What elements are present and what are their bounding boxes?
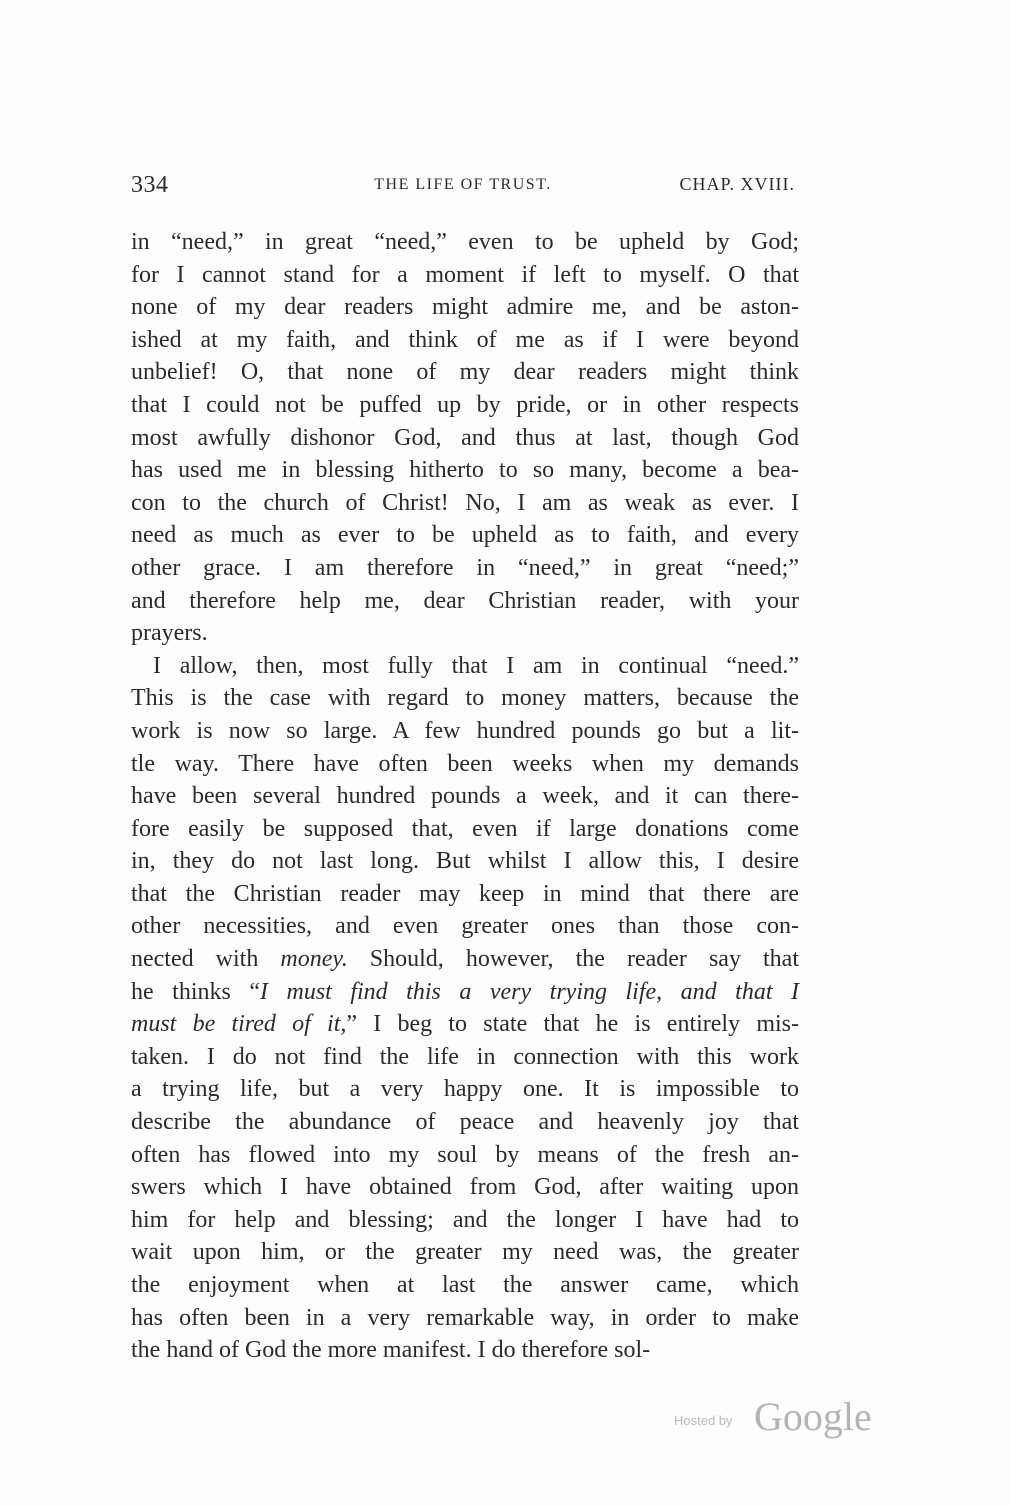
- text-line: work is now so large. A few hundred pounds go but a lit-: [131, 717, 799, 744]
- text-line: has used me in blessing hitherto to so many, become a bea-: [131, 457, 799, 484]
- text-segment: ” I beg to state that he is entirely mis-: [346, 1011, 799, 1038]
- text-line: This is the case with regard to money matters, because the: [131, 685, 799, 712]
- text-line: taken. I do not find the life in connection with this work: [131, 1043, 799, 1070]
- text-line: and therefore help me, dear Christian reader, with your: [131, 587, 799, 614]
- text-line: [131, 976, 799, 1009]
- italic-segment: I must find this a very trying life, and that I: [260, 978, 800, 1005]
- chapter-label: CHAP. XVIII.: [679, 174, 795, 194]
- text-segment: Should, however, the reader say that: [347, 946, 799, 973]
- hosted-by-label: Hosted by: [674, 1413, 733, 1428]
- page-header: [131, 172, 795, 202]
- text-line: unbelief! O, that none of my dear readers might think: [131, 359, 799, 386]
- text-line: none of my dear readers might admire me, and be aston-: [131, 294, 799, 321]
- body-text: [131, 226, 799, 1367]
- text-line: other necessities, and even greater ones than those con-: [131, 913, 799, 940]
- text-line: swers which I have obtained from God, after waiting upon: [131, 1174, 799, 1201]
- text-line: for I cannot stand for a moment if left to myself. O that: [131, 261, 799, 288]
- text-line: has often been in a very remarkable way, in order to make: [131, 1304, 799, 1331]
- text-line: the hand of God the more manifest. I do therefore sol-: [131, 1337, 651, 1364]
- text-line: that I could not be puffed up by pride, or in other respects: [131, 391, 799, 418]
- text-line: that the Christian reader may keep in mind that there are: [131, 880, 799, 907]
- italic-segment: money.: [280, 946, 348, 973]
- text-line: [131, 943, 799, 976]
- text-line: in, they do not last long. But whilst I allow this, I desire: [131, 848, 799, 875]
- text-line: need as much as ever to be upheld as to faith, and every: [131, 522, 799, 549]
- page-number: 334: [131, 172, 169, 198]
- text-line: con to the church of Christ! No, I am as weak as ever. I: [131, 489, 799, 516]
- text-line: a trying life, but a very happy one. It is impossible to: [131, 1076, 799, 1103]
- text-line: in “need,” in great “need,” even to be upheld by God;: [131, 229, 799, 255]
- running-title: THE LIFE OF TRUST.: [374, 176, 552, 193]
- text-line: him for help and blessing; and the longer I have had to: [131, 1206, 799, 1233]
- text-line: often has flowed into my soul by means of the fresh an-: [131, 1141, 799, 1168]
- text-line: other grace. I am therefore in “need,” in great “need;”: [131, 554, 799, 581]
- google-watermark: [674, 1393, 894, 1437]
- text-segment: he thinks “: [131, 978, 260, 1005]
- text-segment: nected with: [131, 946, 281, 973]
- text-line: have been several hundred pounds a week, and it can there-: [131, 783, 799, 810]
- text-line: ished at my faith, and think of me as if I were beyond: [131, 326, 799, 353]
- text-line: [131, 1008, 799, 1041]
- text-line: most awfully dishonor God, and thus at last, though God: [131, 424, 799, 451]
- text-line: tle way. There have often been weeks when my demands: [131, 750, 799, 777]
- text-line: prayers.: [131, 620, 208, 647]
- italic-segment: must be tired of it,: [131, 1011, 347, 1038]
- text-line: the enjoyment when at last the answer came, which: [131, 1272, 799, 1298]
- text-line: wait upon him, or the greater my need was, the greater: [131, 1239, 799, 1266]
- google-logo: Google: [754, 1394, 872, 1439]
- text-line: I allow, then, most fully that I am in continual “need.”: [153, 652, 799, 679]
- text-line: describe the abundance of peace and heavenly joy that: [131, 1109, 799, 1136]
- text-line: fore easily be supposed that, even if large donations come: [131, 815, 799, 842]
